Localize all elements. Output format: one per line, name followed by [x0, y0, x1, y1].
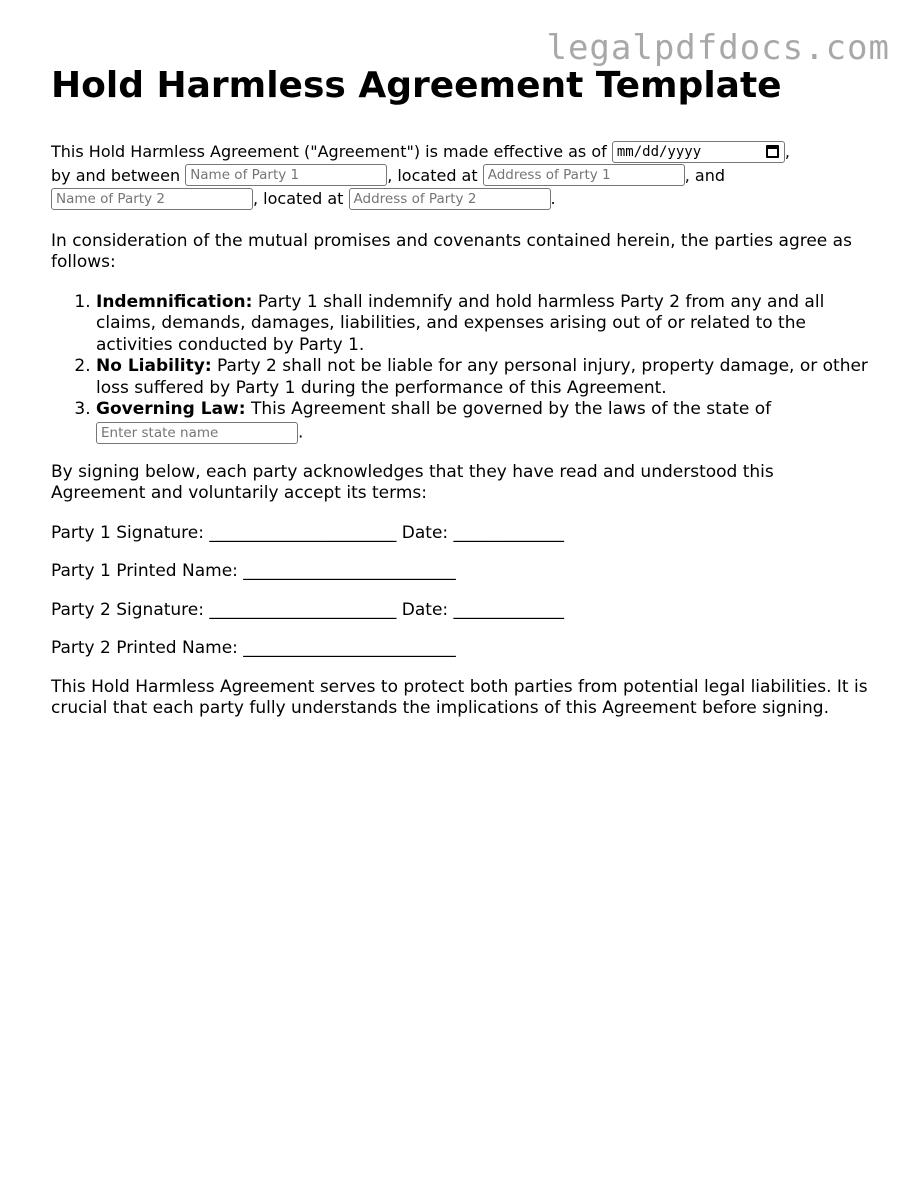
intro-line-2 [51, 164, 871, 188]
clause-text: This Agreement shall be governed by the laws of the state of [245, 399, 772, 419]
watermark: legalpdfdocs.com [546, 28, 890, 68]
party1-address-placeholder: Address of Party 1 [487, 167, 611, 184]
clause-governing-law [96, 399, 871, 444]
intro-text-2: by and between [51, 165, 181, 185]
party2-name-placeholder: Name of Party 2 [56, 190, 165, 207]
party2-name-input[interactable] [51, 188, 253, 210]
clause-heading: Governing Law: [96, 399, 246, 419]
party2-address-placeholder: Address of Party 2 [353, 190, 477, 207]
date-placeholder: mm/dd/yyyy [616, 143, 702, 160]
clause-heading: Indemnification: [96, 291, 253, 312]
intro-text-1: This Hold Harmless Agreement ("Agreement") is made effective as of [51, 142, 607, 162]
clause-text: Party 2 shall not be liable for any personal injury, property damage, or other loss suffered by Party 1 during the performance of this Agreement. [96, 356, 868, 398]
clause-text: Party 1 shall indemnify and hold harmless Party 2 from any and all claims, demands, damages, liabilities, and expenses arising out of or related to the activities conducted by Party 1. [96, 291, 825, 355]
intro-paragraph [51, 140, 871, 211]
party1-signature-line: Party 1 Signature: ______________________ Date: _____________ [51, 522, 565, 543]
document-page [51, 62, 871, 720]
intro-comma: , [784, 142, 790, 162]
calendar-icon[interactable] [766, 145, 779, 158]
clause-indemnification [96, 292, 871, 357]
intro-line-1 [51, 140, 871, 164]
clause-heading: No Liability: [96, 356, 212, 376]
state-input[interactable] [96, 422, 298, 444]
party1-printed-name-line: Party 1 Printed Name: _________________________ [51, 561, 456, 581]
effective-date-input[interactable] [612, 141, 785, 163]
party1-name-input[interactable] [185, 164, 387, 186]
closing-paragraph: This Hold Harmless Agreement serves to protect both parties from potential legal liabilities. It is crucial that each party fully understands the implications of this Agreement before signing. [51, 676, 868, 718]
located-at-2: , located at [253, 189, 344, 209]
intro-and: , and [684, 165, 726, 185]
party1-name-placeholder: Name of Party 1 [190, 167, 300, 184]
page-title: Hold Harmless Agreement Template [51, 65, 782, 106]
clause-end: . [298, 422, 304, 442]
intro-line-3 [51, 187, 871, 211]
consideration-paragraph: In consideration of the mutual promises and covenants contained herein, the parties agree as follows: [51, 230, 852, 272]
party2-printed-name-line: Party 2 Printed Name: _________________________ [51, 638, 456, 658]
party2-address-input[interactable] [349, 188, 551, 210]
clause-no-liability [96, 356, 871, 399]
intro-period: . [550, 189, 556, 209]
clauses-list [51, 292, 871, 444]
state-placeholder: Enter state name [101, 424, 219, 441]
party2-signature-line: Party 2 Signature: ______________________ Date: _____________ [51, 599, 565, 620]
located-at-1: , located at [387, 165, 478, 185]
party1-address-input[interactable] [483, 164, 685, 186]
acknowledgement-paragraph: By signing below, each party acknowledges that they have read and understood this Agreement and voluntarily accept its terms: [51, 461, 774, 503]
